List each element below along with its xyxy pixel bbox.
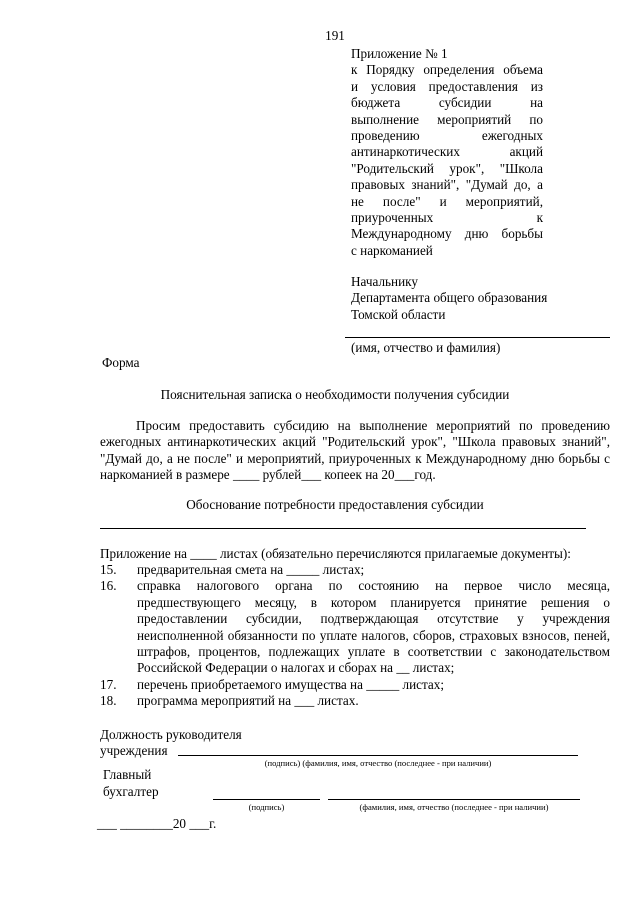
list-item-text: перечень приобретаемого имущества на _____ листах; xyxy=(137,676,445,692)
appendix-line: проведению ежегодных xyxy=(351,128,543,144)
recipient-line: Томской области xyxy=(351,306,446,322)
appendix-line: приуроченных к xyxy=(351,210,543,226)
appendix-header xyxy=(351,46,543,259)
recipient-line: Департамента общего образования xyxy=(351,290,548,306)
list-item xyxy=(100,562,610,578)
attachments-header: Приложение на ____ листах (обязательно перечисляются прилагаемые документы): xyxy=(100,546,571,561)
appendix-line: к Порядку определения объема xyxy=(351,62,543,78)
attachments-list xyxy=(100,562,610,710)
date-line: ___ ________20 ___г. xyxy=(97,816,217,831)
appendix-line: антинаркотических акций xyxy=(351,144,543,160)
list-item-number: 18. xyxy=(100,693,117,709)
list-item xyxy=(100,693,610,709)
recipient-block xyxy=(351,274,611,323)
appendix-line: не после" и мероприятий, xyxy=(351,193,543,209)
name-caption: (имя, отчество и фамилия) xyxy=(351,340,501,355)
appendix-line: Международному дню борьбы xyxy=(351,226,543,242)
list-item-number: 15. xyxy=(100,562,117,577)
appendix-line: выполнение мероприятий по xyxy=(351,111,543,127)
list-item-text: программа мероприятий на ___ листах. xyxy=(137,693,359,709)
form-label: Форма xyxy=(102,355,140,370)
list-item xyxy=(100,578,610,676)
appendix-line: и условия предоставления из xyxy=(351,78,543,94)
head-signature-caption: (подпись) (фамилия, имя, отчество (последнее - при наличии) xyxy=(264,758,492,768)
recipient-line: Начальнику xyxy=(351,274,418,289)
head-position-label: Должность руководителя xyxy=(100,727,242,742)
appendix-line: правовых знаний", "Думай до, а xyxy=(351,177,543,193)
list-item-text: предварительная смета на _____ листах; xyxy=(137,562,365,577)
list-item-number: 17. xyxy=(100,676,117,692)
request-paragraph: Просим предоставить субсидию на выполнение мероприятий по проведению ежегодных антинаркотических акций "Родительский урок", "Школа правовых знаний", "Думай до, а не после" и мероприятий, приуроченных к Международному дню борьбы с наркоманией в размере ____ рублей___ копеек на 20___год. xyxy=(100,418,610,483)
justification-fill-line xyxy=(100,528,586,529)
appendix-line: с наркоманией xyxy=(351,242,433,258)
list-item-text: справка налогового органа по состоянию на первое число месяца, предшествующего месяцу, в котором планируется принятие решения о предоставлении субсидии, подтверждающая отсутствие у учреждения неисполненной обязанности по уплате налогов, сборов, страховых взносов, пеней, штрафов, процентов, подлежащих уплате в соответствии с законодательством Российской Федерации о налогах и сборах на __ листах; xyxy=(137,578,610,676)
accountant-sign-line xyxy=(213,799,320,800)
appendix-line: "Родительский урок", "Школа xyxy=(351,160,543,176)
chief-label: Главный xyxy=(103,767,152,782)
institution-label: учреждения xyxy=(100,743,168,758)
name-signature-line xyxy=(345,337,610,338)
accountant-name-line xyxy=(328,799,580,800)
accountant-sign-caption: (подпись) xyxy=(248,802,285,812)
document-title: Пояснительная записка о необходимости получения субсидии xyxy=(160,387,510,402)
head-signature-line xyxy=(178,755,578,756)
appendix-title: Приложение № 1 xyxy=(351,46,448,61)
appendix-line: бюджета субсидии на xyxy=(351,95,543,111)
accountant-label: бухгалтер xyxy=(103,784,159,799)
page-number: 191 xyxy=(325,28,345,43)
accountant-name-caption: (фамилия, имя, отчество (последнее - при наличии) xyxy=(359,802,549,812)
list-item-number: 16. xyxy=(100,578,117,594)
justification-heading: Обоснование потребности предоставления субсидии xyxy=(186,497,484,512)
list-item xyxy=(100,677,610,693)
